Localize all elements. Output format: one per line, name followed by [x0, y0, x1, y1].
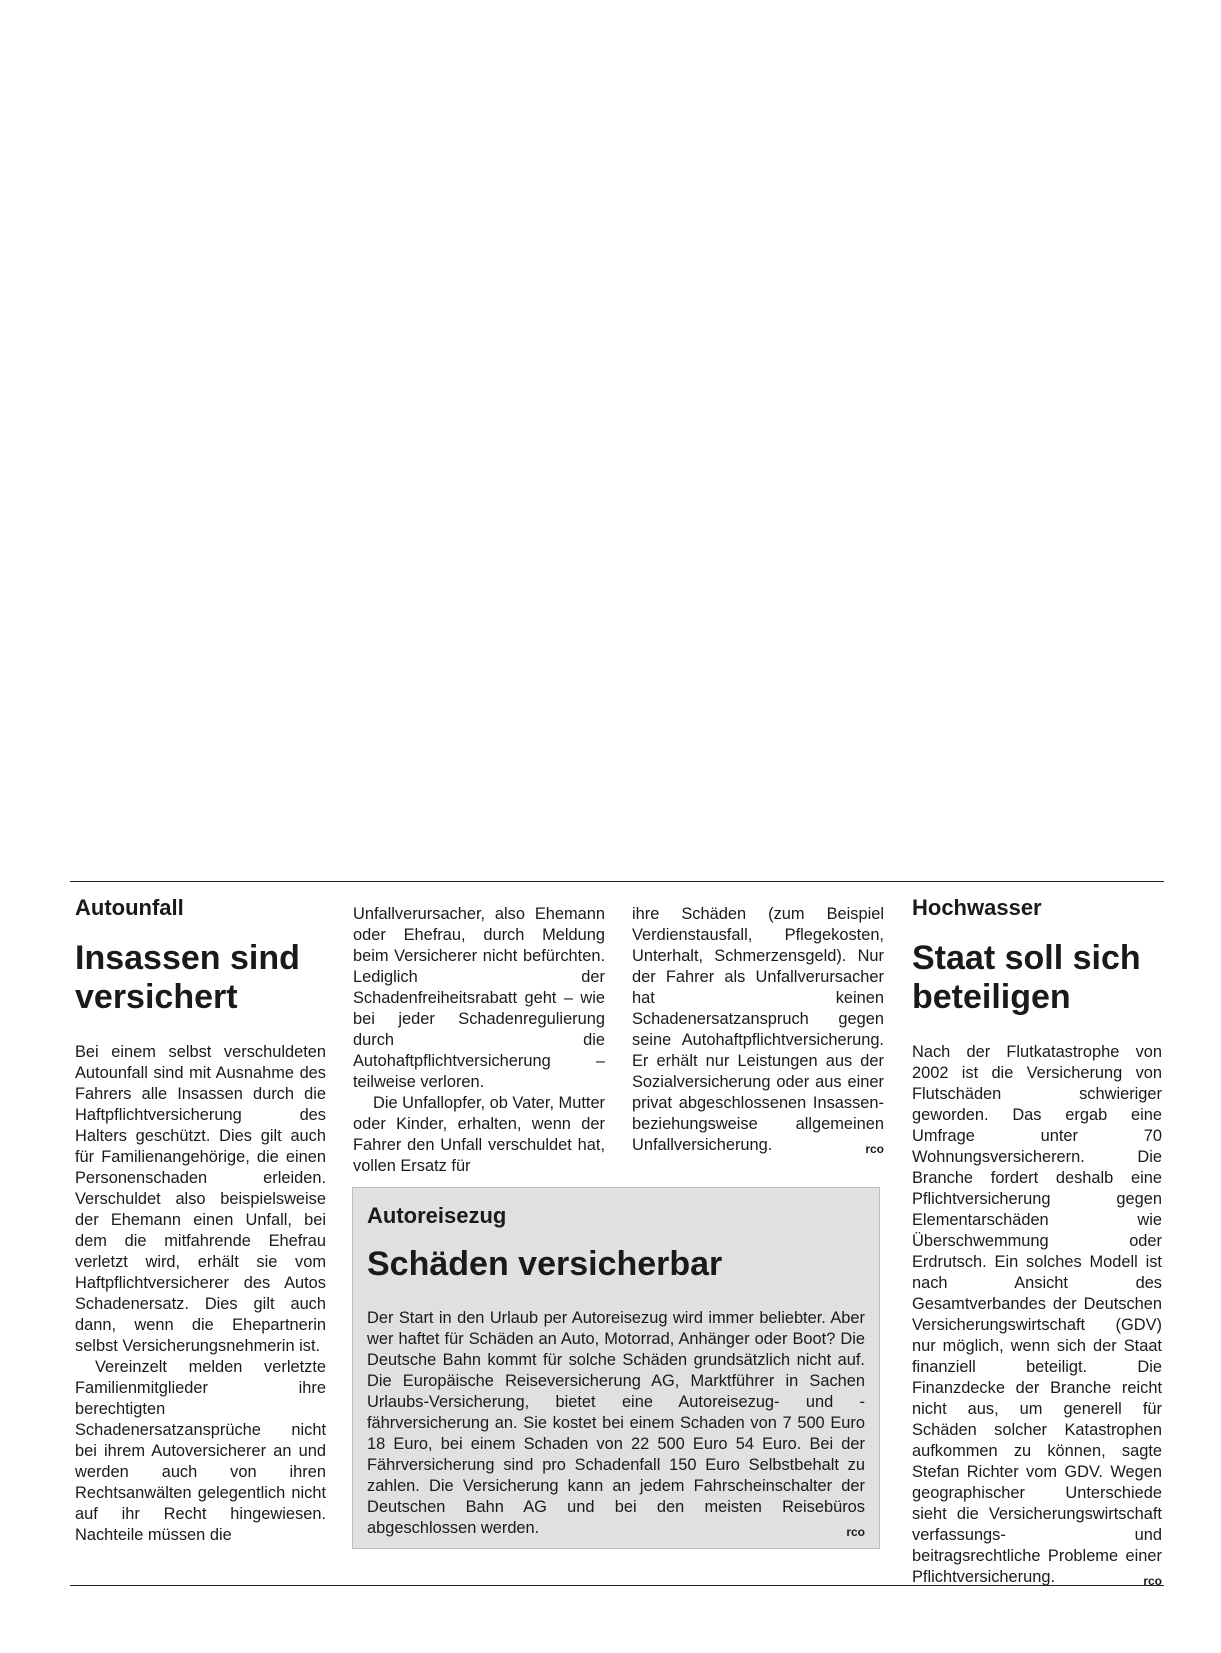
paragraph-text: ihre Schäden (zum Beispiel Verdienstausfall, Pflegekosten, Unterhalt, Schmerzensgeld). Nur der Fahrer als Unfallverursacher hat keinen Schadenersatzanspruch gegen seine Autohaftpflichtversicherung. Er erhält nur Leistungen aus der Sozialversicherung oder aus einer privat abgeschlossenen Insassen- beziehungsweise allgemeinen Unfallversicherung.	[632, 905, 884, 1154]
paragraph: Die Unfallopfer, ob Vater, Mutter oder Kinder, erhalten, wenn der Fahrer den Unfall verschuldet hat, vollen Ersatz für	[353, 1094, 606, 1175]
headline-staat: Staat soll sich beteiligen	[912, 939, 1141, 1016]
kicker-autoreisezug: Autoreisezug	[367, 1203, 507, 1228]
author-signature: rco	[865, 1142, 884, 1156]
article-autounfall-column-2	[353, 904, 605, 1177]
paragraph-text: Der Start in den Urlaub per Autoreisezug wird immer beliebter. Aber wer haftet für Schäden an Auto, Motorrad, Anhänger oder Boot? Die Deutsche Bahn kommt für solche Schäden grundsätzlich nicht auf. Die Europäische Reiseversicherung AG, Marktführer in Sachen Urlaubs-Versicherung, bietet eine Autoreisezug- und -fährversicherung an. Sie kostet bei einem Schaden von 7 500 Euro 18 Euro, bei einem Schaden von 22 500 Euro 54 Euro. Bei der Fährversicherung sind pro Schadenfall 150 Euro Selbstbehalt zu zahlen. Die Versicherung kann an jedem Fahrscheinschalter der Deutschen Bahn AG und bei den meisten Reisebüros abgeschlossen werden.	[367, 1309, 865, 1537]
article-autoreisezug-box	[352, 1187, 880, 1549]
kicker-hochwasser: Hochwasser	[912, 895, 1042, 920]
paragraph	[632, 904, 884, 1156]
article-autounfall-column-3	[632, 904, 884, 1160]
headline-insassen: Insassen sind versichert	[75, 939, 300, 1016]
bottom-rule	[70, 1585, 1164, 1586]
headline-schaeden: Schäden versicherbar	[367, 1245, 723, 1283]
paragraph: Bei einem selbst verschuldeten Autounfall sind mit Ausnahme des Fahrers alle Insassen durch die Haftpflichtversicherung des Halters geschützt. Dies gilt auch für Familienangehörige, die einen Personenschaden erleiden. Verschuldet also beispielsweise der Ehemann einen Unfall, bei dem die mitfahrende Ehefrau verletzt wird, erhält sie vom Haftpflichtversicherer des Autos Schadenersatz. Dies gilt auch dann, wenn die Ehepartnerin selbst Versicherungsnehmerin ist.	[75, 1043, 326, 1355]
paragraph: Vereinzelt melden verletzte Familienmitglieder ihre berechtigten Schadenersatzansprüche nicht bei ihrem Autoversicherer an und werden auch von ihren Rechtsanwälten gelegentlich nicht auf ihr Recht hingewiesen. Nachteile müssen die	[75, 1358, 326, 1544]
paragraph-text: Nach der Flutkatastrophe von 2002 ist die Versicherung von Flutschäden schwieriger geworden. Das ergab eine Umfrage unter 70 Wohnungsversicherern. Die Branche fordert deshalb eine Pflichtversicherung gegen Elementarschäden wie Überschwemmung oder Erdrutsch. Ein solches Modell ist nach Ansicht des Gesamtverbandes der Deutschen Versicherungswirtschaft (GDV) nur möglich, wenn sich der Staat finanziell beteiligt. Die Finanzdecke der Branche reicht nicht aus, um generell für Schäden solcher Katastrophen aufkommen zu können, sagte Stefan Richter vom GDV. Wegen geographischer Unterschiede sieht die Versicherungswirtschaft verfassungs- und beitragsrechtliche Probleme einer Pflichtversicherung.	[912, 1043, 1162, 1586]
paragraph: Unfallverursacher, also Ehemann oder Ehefrau, durch Meldung beim Versicherer nicht befürchten. Lediglich der Schadenfreiheitsrabatt geht – wie bei jeder Schadenregulierung durch die Autohaftpflichtversicherung – teilweise verloren.	[353, 905, 605, 1091]
author-signature: rco	[1143, 1574, 1162, 1588]
paragraph	[367, 1308, 865, 1539]
article-autounfall-column-1	[75, 895, 326, 1546]
top-rule	[70, 881, 1164, 882]
kicker-autounfall: Autounfall	[75, 895, 184, 920]
author-signature: rco	[846, 1525, 865, 1539]
article-hochwasser-column	[912, 895, 1162, 1592]
paragraph	[912, 1042, 1162, 1588]
